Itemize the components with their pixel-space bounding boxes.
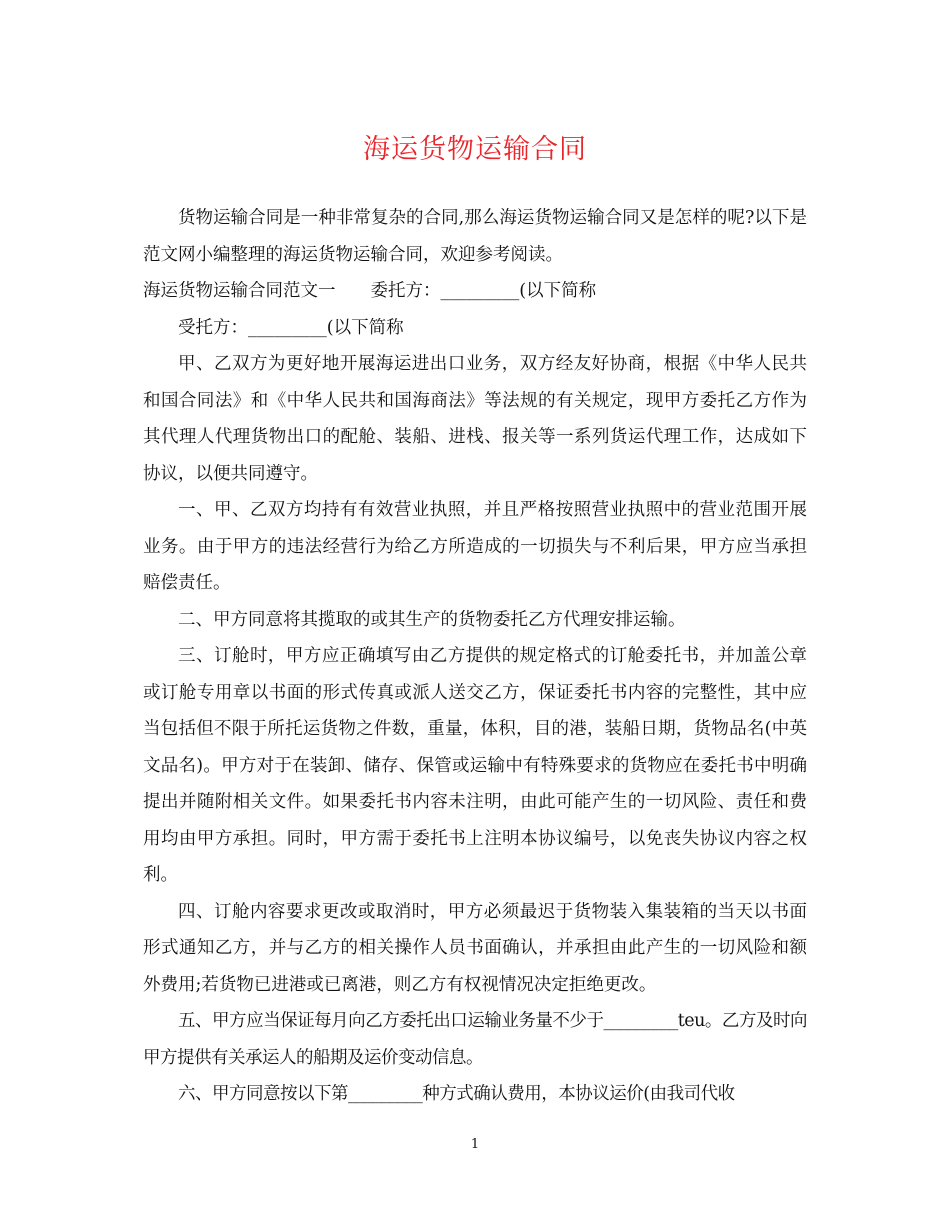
paragraph-agent: 受托方：_________(以下简称 [178,317,404,338]
document-body [143,200,807,1113]
paragraph-preamble: 甲、乙双方为更好地开展海运进出口业务，双方经友好协商，根据《中华人民共和国合同法》和《中华人民共和国海商法》等法规的有关规定，现甲方委托乙方作为其代理人代理货物出口的配舱、装船、进栈、报关等一系列货运代理工作，达成如下协议，以便共同遵守。 [143,354,807,484]
page-number: 1 [470,1137,480,1152]
document-title: 海运货物运输合同 [363,134,587,165]
paragraph-clause-5: 五、甲方应当保证每月向乙方委托出口运输业务量不少于_________teu。乙方及时向甲方提供有关承运人的船期及运价变动信息。 [143,1011,807,1068]
paragraph-clause-1: 一、甲、乙双方均持有有效营业执照，并且严格按照营业执照中的营业范围开展业务。由于甲方的违法经营行为给乙方所造成的一切损失与不利后果，甲方应当承担赔偿责任。 [143,500,807,593]
paragraph-client: 海运货物运输合同范文一 委托方：_________(以下简称 [143,281,597,301]
paragraph-clause-2: 二、甲方同意将其揽取的或其生产的货物委托乙方代理安排运输。 [178,609,686,630]
paragraph-clause-3: 三、订舱时，甲方应正确填写由乙方提供的规定格式的订舱委托书，并加盖公章或订舱专用章以书面的形式传真或派人送交乙方，保证委托书内容的完整性，其中应当包括但不限于所托运货物之件数，重量，体积，目的港，装船日期，货物品名(中英文品名)。甲方对于在装卸、储存、保管或运输中有特殊要求的货物应在委托书中明确提出并随附相关文件。如果委托书内容未注明，由此可能产生的一切风险、责任和费用均由甲方承担。同时，甲方需于委托书上注明本协议编号，以免丧失协议内容之权利。 [143,646,807,885]
paragraph-clause-4: 四、订舱内容要求更改或取消时，甲方必须最迟于货物装入集装箱的当天以书面形式通知乙方，并与乙方的相关操作人员书面确认，并承担由此产生的一切风险和额外费用;若货物已进港或已离港，则乙方有权视情况决定拒绝更改。 [143,901,807,995]
paragraph-clause-6: 六、甲方同意按以下第_________种方式确认费用，本协议运价(由我司代收 [178,1084,735,1104]
paragraph-intro: 货物运输合同是一种非常复杂的合同,那么海运货物运输合同又是怎样的呢?以下是范文网小编整理的海运货物运输合同，欢迎参考阅读。 [143,208,807,265]
